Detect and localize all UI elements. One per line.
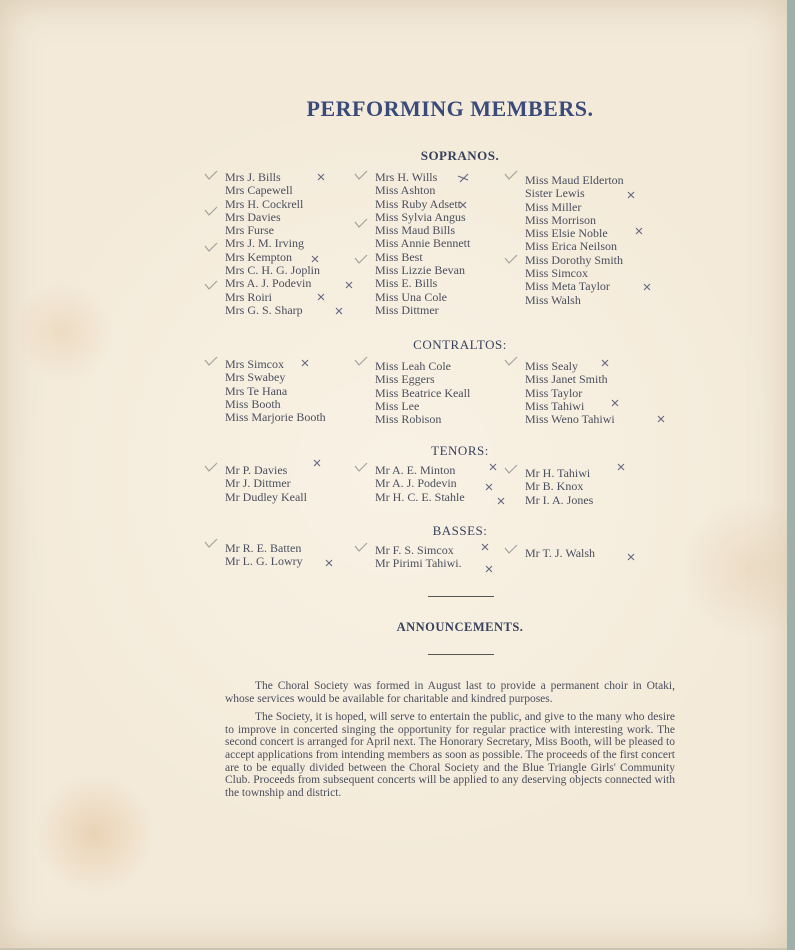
member-name: Mrs Swabey [225, 370, 286, 385]
member-name: Mr Pirimi Tahiwi. [375, 556, 462, 571]
member-name: Miss Walsh [525, 292, 581, 307]
member-name: Miss Annie Bennett [375, 236, 471, 251]
member-name: Miss Morrison [525, 212, 597, 227]
member-name: Miss Sylvia Angus [375, 209, 466, 224]
member-name: Mrs Furse [225, 223, 275, 238]
tick-mark [505, 357, 517, 365]
member-name: Miss Booth [225, 396, 281, 411]
member-name: Miss Lizzie Bevan [375, 263, 465, 278]
member-name: Mrs G. S. Sharp [225, 302, 303, 317]
member-name: Mrs Capewell [225, 183, 293, 198]
member-name: Mrs Roiri [225, 289, 273, 304]
tick-mark [205, 281, 217, 289]
announcement-paragraph-2: The Society, it is hoped, will serve to entertain the public, and give to the many who desire to improve in concerted singing the opportunity for regular practice with interesting work. The second concert is arranged for April next. The Honorary Secretary, Miss Booth, will be pleased to accept applications from intending members as soon as possible. The proceeds of the first concert are to be equally divided between the Choral Society and the Blue Triangle Girls' Community Club. Proceeds from subsequent concerts will be applied to any deserving objects connected with the township and district. [225, 711, 675, 799]
cross-mark [458, 174, 468, 182]
member-name: Miss Elsie Noble [525, 226, 608, 241]
tick-mark [505, 255, 517, 263]
page-title: PERFORMING MEMBERS. [306, 96, 594, 121]
member-name: Miss Erica Neilson [525, 239, 617, 254]
basses-heading: BASSES: [432, 523, 488, 538]
tick-mark [205, 463, 217, 471]
member-name: Mr L. G. Lowry [225, 554, 303, 569]
tick-mark [355, 357, 367, 365]
cross-mark [628, 554, 634, 560]
cross-mark [658, 416, 664, 422]
tenors-heading: TENORS: [431, 443, 489, 458]
member-name: Miss Simcox [525, 266, 589, 281]
tick-mark [205, 171, 217, 179]
member-name: Mr A. J. Podevin [375, 476, 457, 491]
member-name: Mr A. E. Minton [375, 463, 456, 477]
member-name: Miss Dorothy Smith [525, 252, 624, 267]
member-name: Miss Robison [375, 412, 442, 427]
cross-mark [482, 544, 488, 550]
tick-mark [205, 243, 217, 251]
member-name: Miss E. Bills [375, 276, 438, 291]
member-name: Miss Lee [375, 398, 420, 413]
cross-mark [644, 284, 650, 290]
member-name: Miss Una Cole [375, 289, 447, 304]
tick-mark [205, 207, 217, 215]
member-name: Miss Meta Taylor [525, 279, 610, 294]
cross-mark [486, 484, 492, 490]
tick-mark [355, 463, 367, 471]
cross-mark [628, 192, 634, 198]
cross-mark [490, 464, 496, 470]
member-name: Mr R. E. Batten [225, 541, 302, 555]
member-name: Mr F. S. Simcox [375, 543, 454, 557]
member-name: Mrs H. Wills [375, 170, 438, 184]
announcement-paragraph-1: The Choral Society was formed in August last to provide a permanent choir in Otaki, whose services would be available for charitable and kindred purposes. [225, 680, 675, 705]
tick-mark [505, 171, 517, 179]
cross-mark [312, 256, 318, 262]
member-name: Miss Leah Cole [375, 359, 451, 373]
member-name: Miss Dittmer [375, 302, 439, 317]
member-name: Miss Maud Bills [375, 223, 456, 238]
tick-mark [205, 539, 217, 547]
member-name: Miss Maud Elderton [525, 173, 624, 187]
member-name: Mrs H. Cockrell [225, 196, 304, 211]
member-name: Mrs Davies [225, 209, 281, 224]
member-name: Mr P. Davies [225, 463, 288, 477]
member-name: Miss Ashton [375, 183, 436, 198]
cross-mark [498, 498, 504, 504]
announcements-heading: ANNOUNCEMENTS. [396, 620, 524, 634]
sopranos-heading: SOPRANOS. [420, 148, 500, 163]
member-name: Mr J. Dittmer [225, 476, 291, 491]
member-name: Miss Best [375, 249, 423, 264]
member-name: Miss Janet Smith [525, 372, 608, 387]
member-name: Sister Lewis [525, 186, 585, 201]
cross-mark [346, 282, 352, 288]
member-name: Mr B. Knox [525, 479, 584, 494]
member-name: Mrs A. J. Podevin [225, 276, 312, 291]
member-name: Miss Miller [525, 199, 582, 214]
cross-mark [602, 360, 608, 366]
member-name: Miss Sealy [525, 359, 579, 373]
cross-mark [612, 400, 618, 406]
member-name: Mrs Kempton [225, 249, 292, 264]
member-name: Miss Tahiwi [525, 398, 585, 413]
cross-mark [302, 360, 308, 366]
cross-mark [336, 308, 342, 314]
contraltos-heading: CONTRALTOS: [413, 337, 507, 352]
member-name: Miss Beatrice Keall [375, 385, 471, 400]
member-name: Mr H. Tahiwi [525, 466, 591, 480]
member-name: Mr T. J. Walsh [525, 546, 596, 560]
tick-mark [355, 255, 367, 263]
member-name: Miss Eggers [375, 372, 435, 387]
member-name: Miss Ruby Adsett [375, 196, 462, 211]
cross-mark [636, 228, 642, 234]
member-name: Miss Marjorie Booth [225, 410, 326, 425]
tick-mark [355, 219, 367, 227]
member-name: Mrs Simcox [225, 357, 285, 371]
member-name: Miss Weno Tahiwi [525, 412, 615, 427]
member-name: Mrs Te Hana [225, 383, 288, 398]
member-name: Mrs C. H. G. Joplin [225, 263, 321, 278]
cross-mark [460, 202, 466, 208]
member-name: Mr Dudley Keall [225, 489, 307, 504]
member-name: Mr H. C. E. Stahle [375, 489, 465, 504]
tick-mark [505, 545, 517, 553]
cross-mark [618, 464, 624, 470]
cross-mark [318, 174, 324, 180]
member-name: Mrs J. Bills [225, 170, 281, 184]
cross-mark [486, 566, 492, 572]
tick-mark [205, 357, 217, 365]
member-name: Mr I. A. Jones [525, 492, 594, 507]
cross-mark [326, 560, 332, 566]
tick-mark [505, 465, 517, 473]
tick-mark [355, 543, 367, 551]
member-name: Mrs J. M. Irving [225, 236, 305, 251]
tick-mark [355, 171, 367, 179]
cross-mark [314, 460, 320, 466]
cross-mark [318, 294, 324, 300]
member-name: Miss Taylor [525, 385, 583, 400]
